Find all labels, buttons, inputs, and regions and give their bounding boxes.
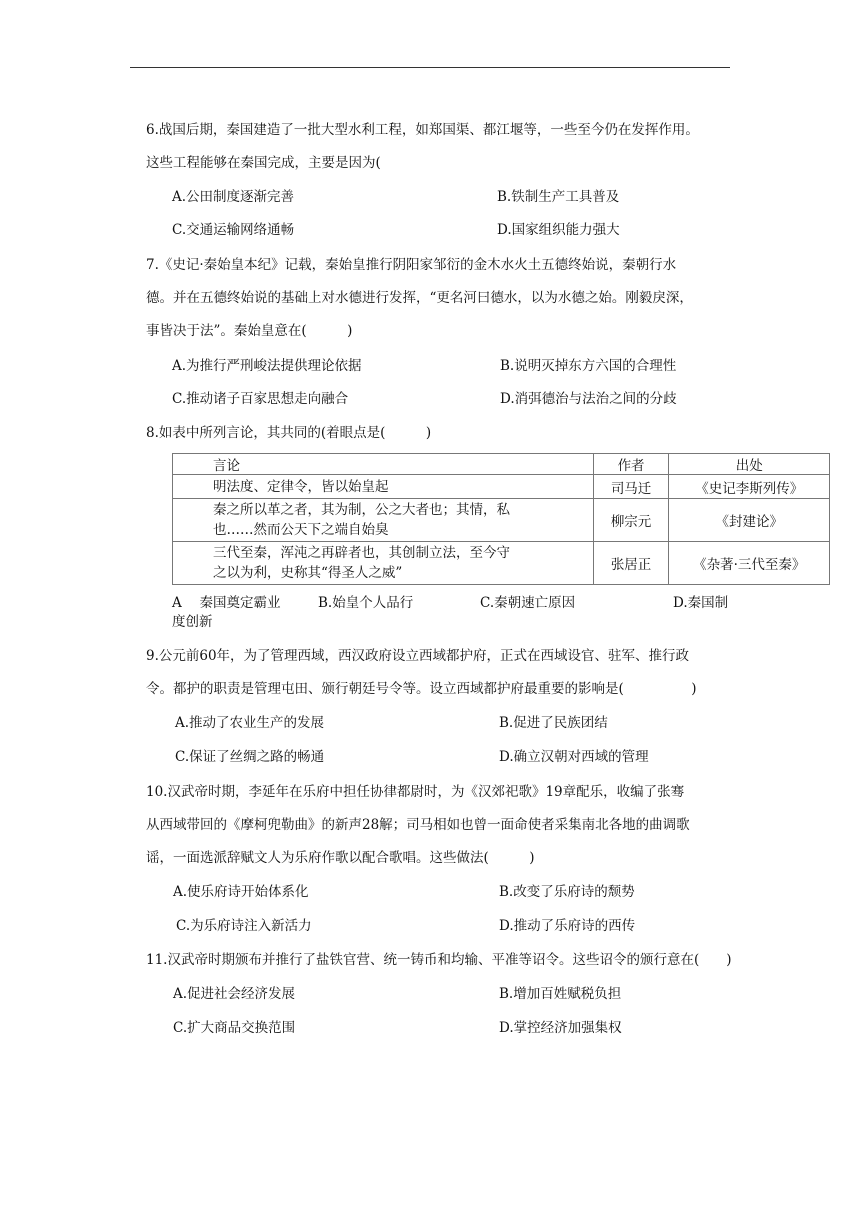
q9-stem-line2: 令。都护的职责是管理屯田、颁行朝廷号令等。设立西域都护府最重要的影响是( ) bbox=[146, 681, 697, 697]
q6-option-d: D.国家组织能力强大 bbox=[497, 222, 620, 238]
q8-option-d-continued: 度创新 bbox=[172, 614, 213, 630]
q9-stem-line1: 9.公元前60年，为了管理西域，西汉政府设立西域都护府，正式在西域设官、驻军、推行政 bbox=[146, 648, 690, 664]
table-cell-quote bbox=[173, 499, 594, 542]
q8-option-c: C.秦朝速亡原因 bbox=[480, 595, 576, 611]
quote-line: 三代至秦，浑沌之再辟者也，其创制立法，至今守 bbox=[213, 545, 510, 561]
quote-line: 秦之所以革之者，其为制，公之大者也；其情，私 bbox=[213, 502, 510, 518]
q7-option-c: C.推动诸子百家思想走向融合 bbox=[172, 391, 349, 407]
q10-option-d: D.推动了乐府诗的西传 bbox=[499, 918, 636, 934]
q9-option-b: B.促进了民族团结 bbox=[499, 715, 608, 731]
table-cell-quote bbox=[173, 475, 594, 499]
table-cell-source: 《杂著·三代至秦》 bbox=[669, 542, 830, 585]
table-header-row bbox=[173, 454, 830, 475]
q8-option-d: D.秦国制 bbox=[673, 595, 729, 611]
q10-option-c: C.为乐府诗注入新活力 bbox=[176, 918, 312, 934]
q6-option-c: C.交通运输网络通畅 bbox=[172, 222, 295, 238]
q7-option-b: B.说明灭掉东方六国的合理性 bbox=[500, 358, 677, 374]
q11-option-b: B.增加百姓赋税负担 bbox=[499, 986, 622, 1002]
q11-stem-line1: 11.汉武帝时期颁布并推行了盐铁官营、统一铸币和均输、平准等诏令。这些诏令的颁行意在( ) bbox=[146, 952, 732, 968]
q7-stem-line1: 7.《史记·秦始皇本纪》记载，秦始皇推行阴阳家邹衍的金木水火土五德终始说，秦朝行水 bbox=[146, 257, 677, 273]
q8-stem: 8.如表中所列言论，其共同的(着眼点是( ) bbox=[146, 425, 432, 441]
q9-option-d: D.确立汉朝对西域的管理 bbox=[499, 749, 649, 765]
table-row bbox=[173, 542, 830, 585]
q6-stem-line1: 6.战国后期，秦国建造了一批大型水利工程，如郑国渠、都江堰等，一些至今仍在发挥作用。 bbox=[146, 122, 699, 138]
table-cell-author: 柳宗元 bbox=[593, 499, 669, 542]
q9-option-a: A.推动了农业生产的发展 bbox=[175, 715, 325, 731]
table-row bbox=[173, 499, 830, 542]
table-header-source: 出处 bbox=[669, 454, 830, 475]
quote-line: 明法度、定律令，皆以始皇起 bbox=[213, 478, 389, 495]
q8-option-a: A 秦国奠定霸业 bbox=[172, 595, 281, 611]
q10-stem-line2: 从西域带回的《摩柯兜勒曲》的新声28解；司马相如也曾一面命使者采集南北各地的曲调歌 bbox=[146, 817, 690, 833]
q10-option-a: A.使乐府诗开始体系化 bbox=[173, 884, 309, 900]
q7-stem-line2: 德。并在五德终始说的基础上对水德进行发挥，“更名河曰德水，以为水德之始。刚毅戾深， bbox=[146, 290, 693, 306]
quote-line: 也……然而公天下之端自始臭 bbox=[213, 522, 389, 538]
quote-line: 之以为利，史称其“得圣人之威” bbox=[213, 565, 403, 581]
q10-option-b: B.改变了乐府诗的颓势 bbox=[499, 884, 635, 900]
table-header-quote: 言论 bbox=[173, 454, 594, 475]
q11-option-d: D.掌控经济加强集权 bbox=[499, 1020, 622, 1036]
q8-option-b: B.始皇个人品行 bbox=[318, 595, 414, 611]
q10-stem-line1: 10.汉武帝时期，李延年在乐府中担任协律都尉时，为《汉郊祀歌》19章配乐，收编了张骞 bbox=[146, 784, 685, 800]
table-cell-source: 《封建论》 bbox=[669, 499, 830, 542]
table-cell-quote bbox=[173, 542, 594, 585]
q7-option-a: A.为推行严刑峻法提供理论依据 bbox=[172, 358, 362, 374]
q8-table bbox=[172, 453, 830, 585]
table-cell-author: 张居正 bbox=[593, 542, 669, 585]
q6-option-a: A.公田制度逐渐完善 bbox=[172, 189, 295, 205]
table-header-author: 作者 bbox=[593, 454, 669, 475]
q6-option-b: B.铁制生产工具普及 bbox=[497, 189, 620, 205]
q10-stem-line3: 谣，一面选派辞赋文人为乐府作歌以配合歌唱。这些做法( ) bbox=[146, 850, 535, 866]
q9-option-c: C.保证了丝绸之路的畅通 bbox=[175, 749, 325, 765]
q11-option-a: A.促进社会经济发展 bbox=[173, 986, 296, 1002]
q11-option-c: C.扩大商品交换范围 bbox=[173, 1020, 296, 1036]
q7-stem-line3: 事皆决于法”。秦始皇意在( ) bbox=[146, 323, 353, 339]
q7-option-d: D.消弭德治与法治之间的分歧 bbox=[500, 391, 677, 407]
table-row bbox=[173, 475, 830, 499]
table-cell-author: 司马迁 bbox=[593, 475, 669, 499]
table-cell-source: 《史记李斯列传》 bbox=[669, 475, 830, 499]
header-rule bbox=[130, 67, 730, 68]
q6-stem-line2: 这些工程能够在秦国完成，主要是因为( bbox=[146, 155, 381, 171]
